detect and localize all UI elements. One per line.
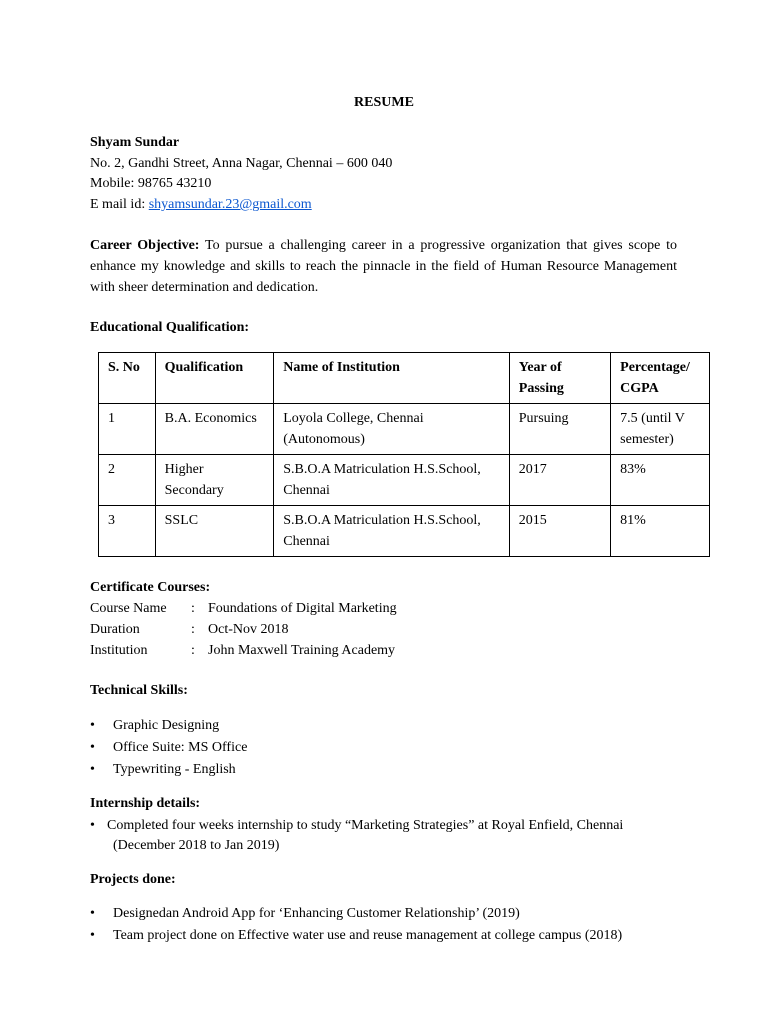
project-text: Designedan Android App for ‘Enhancing Customer Relationship’ (2019)	[113, 906, 520, 921]
bullet-icon: •	[90, 740, 95, 755]
duration-label: Duration	[90, 622, 140, 637]
skill-text: Graphic Designing	[113, 718, 220, 733]
list-item	[90, 904, 520, 924]
field-separator: :	[191, 622, 195, 637]
header-cell: S. No	[99, 353, 156, 404]
table-cell: 83%	[611, 455, 710, 506]
objective-text: To pursue a challenging career in a progressive organization that gives scope to enhance my knowledge and skills to reach the pinnacle in the field of Human Resource Management with sheer determination and dedication.	[90, 238, 677, 295]
table-header-row	[99, 353, 710, 404]
skills-heading: Technical Skills:	[90, 683, 188, 698]
institution-value: John Maxwell Training Academy	[208, 643, 396, 658]
bullet-icon: •	[90, 762, 95, 777]
table-cell: Loyola College, Chennai (Autonomous)	[274, 404, 510, 455]
course-name-label: Course Name	[90, 601, 167, 616]
career-objective	[90, 235, 677, 298]
project-text: Team project done on Effective water use and reuse management at college campus (2018)	[113, 928, 623, 943]
table-cell: S.B.O.A Matriculation H.S.School, Chennai	[274, 455, 510, 506]
skill-text: Office Suite: MS Office	[113, 740, 248, 755]
course-name-value: Foundations of Digital Marketing	[208, 601, 397, 616]
candidate-name: Shyam Sundar	[90, 135, 180, 150]
list-item	[90, 760, 236, 780]
list-item	[90, 816, 623, 836]
internship-dates: (December 2018 to Jan 2019)	[113, 838, 280, 853]
table-cell: Pursuing	[509, 404, 610, 455]
projects-heading: Projects done:	[90, 872, 176, 887]
header-cell: Percentage/ CGPA	[611, 353, 710, 404]
bullet-icon: •	[90, 906, 95, 921]
table-cell: 2015	[509, 506, 610, 557]
internship-heading: Internship details:	[90, 796, 201, 811]
field-separator: :	[191, 601, 195, 616]
table-cell: 2	[99, 455, 156, 506]
education-table	[98, 352, 710, 557]
list-item	[90, 716, 219, 736]
header-cell: Year of Passing	[509, 353, 610, 404]
table-cell: B.A. Economics	[155, 404, 274, 455]
bullet-icon: •	[90, 718, 95, 733]
header-cell: Qualification	[155, 353, 274, 404]
table-cell: 3	[99, 506, 156, 557]
field-separator: :	[191, 643, 195, 658]
address: No. 2, Gandhi Street, Anna Nagar, Chennai – 600 040	[90, 156, 393, 171]
certificate-heading: Certificate Courses:	[90, 580, 211, 595]
email-link[interactable]: shyamsundar.23@gmail.com	[148, 197, 312, 212]
duration-value: Oct-Nov 2018	[208, 622, 289, 637]
internship-text: Completed four weeks internship to study “Marketing Strategies” at Royal Enfield, Chennai	[107, 818, 624, 833]
table-row	[99, 506, 710, 557]
email-label: E mail id:	[90, 197, 149, 212]
email-line	[90, 195, 312, 215]
mobile: Mobile: 98765 43210	[90, 176, 212, 191]
bullet-icon: •	[90, 928, 95, 943]
institution-label: Institution	[90, 643, 148, 658]
bullet-icon: •	[90, 818, 95, 833]
table-cell: 7.5 (until V semester)	[611, 404, 710, 455]
header-cell: Name of Institution	[274, 353, 510, 404]
table-row	[99, 404, 710, 455]
table-cell: 1	[99, 404, 156, 455]
table-cell: SSLC	[155, 506, 274, 557]
skill-text: Typewriting - English	[113, 762, 236, 777]
table-cell: 2017	[509, 455, 610, 506]
table-cell: 81%	[611, 506, 710, 557]
table-cell: Higher Secondary	[155, 455, 274, 506]
list-item	[90, 738, 247, 758]
table-row	[99, 455, 710, 506]
page-title: RESUME	[354, 95, 414, 110]
table-cell: S.B.O.A Matriculation H.S.School, Chennai	[274, 506, 510, 557]
list-item	[90, 926, 622, 946]
education-heading: Educational Qualification:	[90, 320, 250, 335]
objective-label: Career Objective:	[90, 238, 200, 253]
